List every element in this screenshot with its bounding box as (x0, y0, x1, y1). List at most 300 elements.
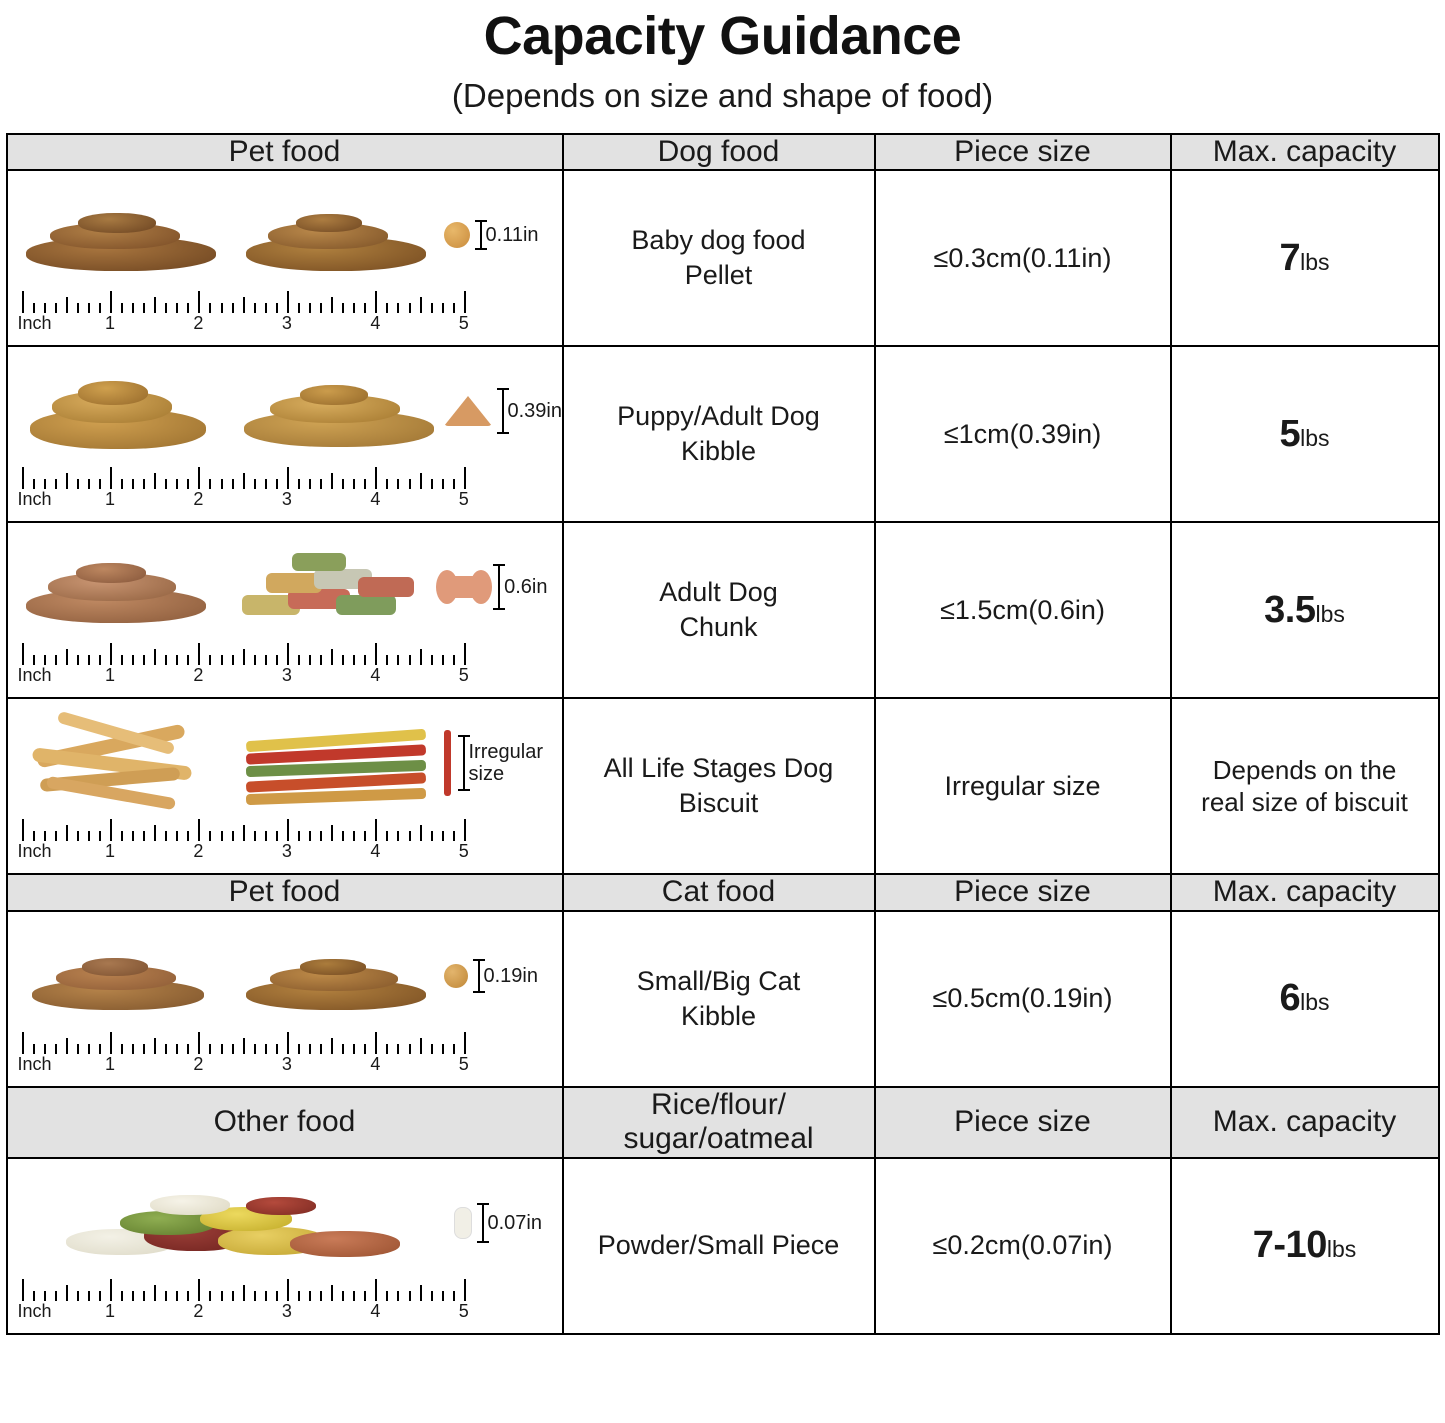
ruler-tick (44, 1291, 46, 1301)
ruler-tick (375, 1032, 377, 1054)
ruler-mark-label: 2 (193, 1053, 204, 1074)
capacity-cell (1171, 1158, 1439, 1334)
ruler-mark-label: 1 (104, 1300, 115, 1321)
ruler-tick (342, 303, 344, 313)
ruler-tick (265, 1291, 267, 1301)
ruler-tick (88, 1291, 90, 1301)
ruler-tick (209, 479, 211, 489)
ruler-mark-label: 2 (193, 1300, 204, 1321)
ruler-tick (198, 1032, 200, 1054)
ruler-tick (265, 479, 267, 489)
table-row (7, 1158, 1439, 1334)
ruler-tick (409, 831, 411, 841)
ruler-tick (309, 1291, 311, 1301)
capacity-cell (1171, 911, 1439, 1087)
capacity-number: 5 (1279, 412, 1301, 455)
ruler-tick (375, 291, 377, 313)
ruler-tick (409, 479, 411, 489)
ruler-tick (165, 831, 167, 841)
ruler-tick (386, 1291, 388, 1301)
header-rice-flour-line2: sugar/oatmeal (623, 1122, 814, 1156)
measure-label-line1: Irregular (468, 741, 543, 764)
stick-treat-icon (444, 730, 451, 796)
page-title: Capacity Guidance (483, 6, 962, 66)
ruler-tick (397, 831, 399, 841)
ruler-tick (33, 303, 35, 313)
ruler-tick (420, 825, 422, 841)
ruler-tick (464, 643, 466, 665)
ruler-tick (221, 831, 223, 841)
ruler-mark-label: 4 (370, 841, 381, 862)
ruler-tick (55, 1291, 57, 1301)
ruler-mark-label: 2 (193, 841, 204, 862)
ruler-tick (143, 831, 145, 841)
capacity-number: 6 (1279, 977, 1301, 1020)
ruler-tick (287, 1279, 289, 1301)
measure-label: 0.11in (485, 224, 539, 247)
ruler-tick (154, 1285, 156, 1301)
ruler-tick (298, 831, 300, 841)
ruler-tick (453, 655, 455, 665)
ruler-tick (254, 303, 256, 313)
ruler-tick (55, 831, 57, 841)
table-header-dog (7, 134, 1439, 171)
measure-callout (482, 1203, 543, 1243)
header-piece-size: Piece size (875, 134, 1171, 171)
measure-label-line2: size (468, 763, 505, 786)
header-other-food: Other food (7, 1087, 563, 1158)
food-name-cell (563, 1158, 875, 1334)
ruler-tick (132, 479, 134, 489)
header-dog-food: Dog food (563, 134, 875, 171)
ruler-unit-label: Inch (17, 841, 52, 862)
food-name-cell (563, 911, 875, 1087)
ruler-tick (198, 467, 200, 489)
food-name-line1: Baby dog food (631, 225, 806, 256)
ruler-tick (420, 473, 422, 489)
ruler-tick (320, 479, 322, 489)
ruler-tick (55, 655, 57, 665)
ruler-tick (143, 303, 145, 313)
ruler-tick (386, 303, 388, 313)
food-pile-image (240, 713, 438, 813)
ruler-tick (110, 819, 112, 841)
ruler-tick (353, 303, 355, 313)
ruler-mark-label: 5 (458, 665, 469, 686)
measure-label: 0.19in (483, 964, 538, 987)
ruler-tick (22, 643, 24, 665)
ruler-tick (22, 467, 24, 489)
ruler-tick (165, 1291, 167, 1301)
ruler-tick (420, 1038, 422, 1054)
ruler-tick (342, 831, 344, 841)
ruler-mark-label: 1 (104, 841, 115, 862)
capacity-unit: lbs (1326, 1236, 1357, 1263)
ruler-tick (442, 831, 444, 841)
ruler-mark-label: 4 (370, 489, 381, 510)
ruler-mark-label: 2 (193, 665, 204, 686)
ruler-tick (276, 1291, 278, 1301)
ruler-tick (265, 303, 267, 313)
ruler-tick (66, 825, 68, 841)
ruler-tick (243, 1285, 245, 1301)
ruler-tick (353, 655, 355, 665)
measure-label: 0.39in (507, 400, 562, 423)
table-header-cat (7, 874, 1439, 911)
ruler-tick (66, 1285, 68, 1301)
ruler-tick (386, 1044, 388, 1054)
ruler (18, 1028, 488, 1080)
ruler-tick (420, 649, 422, 665)
food-pile-image (16, 361, 228, 461)
food-name-cell (563, 170, 875, 346)
ruler-tick (110, 467, 112, 489)
ruler-tick (99, 303, 101, 313)
single-piece-image (444, 185, 548, 285)
ruler-tick (254, 655, 256, 665)
single-piece-image (444, 713, 548, 813)
ruler-mark-label: 1 (104, 1053, 115, 1074)
ruler-tick (397, 303, 399, 313)
ruler-tick (99, 1291, 101, 1301)
ruler-tick (243, 649, 245, 665)
ruler-tick (221, 1044, 223, 1054)
piece-size-cell: ≤1cm(0.39in) (875, 346, 1171, 522)
ruler-tick (331, 473, 333, 489)
ruler-tick (409, 303, 411, 313)
food-name-line2: Pellet (684, 260, 753, 291)
header-pet-food: Pet food (7, 134, 563, 171)
piece-size-cell: ≤0.3cm(0.11in) (875, 170, 1171, 346)
pellet-icon (444, 222, 470, 248)
ruler-mark-label: 3 (281, 489, 292, 510)
ruler-tick (176, 1291, 178, 1301)
ruler-tick (132, 1291, 134, 1301)
ruler-tick (44, 303, 46, 313)
measure-label: 0.6in (504, 576, 548, 599)
ruler-tick (420, 1285, 422, 1301)
sample-cell (7, 346, 563, 522)
ruler-tick (110, 291, 112, 313)
ruler-tick (254, 479, 256, 489)
ruler-tick (431, 303, 433, 313)
ruler (18, 287, 488, 339)
ruler-tick (254, 1044, 256, 1054)
ruler-tick (342, 655, 344, 665)
ruler-mark-label: 4 (370, 665, 381, 686)
ruler-tick (397, 1044, 399, 1054)
ruler-tick (55, 479, 57, 489)
ruler-tick (132, 1044, 134, 1054)
ruler-tick (154, 1038, 156, 1054)
ruler-tick (243, 1038, 245, 1054)
capacity-cell (1171, 698, 1439, 874)
ruler-tick (44, 479, 46, 489)
capacity-unit: lbs (1315, 600, 1345, 627)
ruler-tick (154, 297, 156, 313)
capacity-cell (1171, 170, 1439, 346)
ruler-tick (33, 831, 35, 841)
food-name-line1: Adult Dog (659, 577, 778, 608)
ruler-tick (88, 831, 90, 841)
ruler-tick (431, 831, 433, 841)
measure-callout (463, 735, 543, 791)
ruler-tick (442, 655, 444, 665)
ruler-tick (320, 303, 322, 313)
ruler-tick (66, 649, 68, 665)
capacity-cell (1171, 346, 1439, 522)
food-pile-image (16, 713, 228, 813)
ruler-mark-label: 5 (458, 313, 469, 334)
ruler-tick (309, 1044, 311, 1054)
ruler-tick (342, 1044, 344, 1054)
ruler-tick (353, 831, 355, 841)
food-pile-image (240, 361, 438, 461)
ruler-tick (77, 831, 79, 841)
capacity-table (6, 133, 1440, 1335)
ruler-tick (298, 655, 300, 665)
measure-callout (478, 959, 539, 993)
header-max-capacity: Max. capacity (1171, 1087, 1439, 1158)
ruler-tick (154, 473, 156, 489)
ruler-tick (88, 303, 90, 313)
ruler-tick (364, 479, 366, 489)
ruler-tick (453, 1044, 455, 1054)
ruler-tick (320, 1044, 322, 1054)
ruler-mark-label: 4 (370, 1300, 381, 1321)
single-piece-image (444, 926, 548, 1026)
ruler-tick (453, 479, 455, 489)
ruler-tick (320, 1291, 322, 1301)
ruler-tick (232, 303, 234, 313)
ruler-tick (287, 291, 289, 313)
ruler-unit-label: Inch (17, 489, 52, 510)
grain-icon (454, 1207, 472, 1239)
ruler-mark-label: 1 (104, 489, 115, 510)
bone-biscuit-icon (444, 576, 485, 598)
ruler-tick (165, 1044, 167, 1054)
ruler-tick (298, 479, 300, 489)
food-name-line2: Biscuit (678, 788, 759, 819)
measure-callout (480, 220, 539, 250)
ruler-tick (55, 303, 57, 313)
ruler-tick (88, 655, 90, 665)
ruler-tick (209, 1044, 211, 1054)
ruler-tick (22, 1032, 24, 1054)
ruler-tick (265, 655, 267, 665)
ruler-mark-label: 1 (104, 665, 115, 686)
food-name-line1: Puppy/Adult Dog (617, 401, 820, 432)
ruler-tick (464, 819, 466, 841)
ruler-tick (33, 479, 35, 489)
ruler-tick (353, 1291, 355, 1301)
ruler-tick (121, 303, 123, 313)
ruler-tick (331, 297, 333, 313)
ruler-tick (453, 1291, 455, 1301)
ruler-tick (397, 655, 399, 665)
ruler-tick (154, 649, 156, 665)
sample-cell (7, 911, 563, 1087)
single-piece-image (444, 537, 548, 637)
table-row (7, 698, 1439, 874)
ruler-tick (165, 479, 167, 489)
ruler-tick (442, 1291, 444, 1301)
table-row (7, 170, 1439, 346)
food-name-cell (563, 698, 875, 874)
ruler-tick (44, 655, 46, 665)
food-pile-image (240, 537, 438, 637)
ruler-tick (254, 831, 256, 841)
capacity-number: 7-10 (1252, 1224, 1327, 1267)
ruler-tick (221, 303, 223, 313)
single-piece-image (454, 1173, 558, 1273)
ruler-tick (143, 1291, 145, 1301)
ruler-tick (132, 831, 134, 841)
ruler-tick (276, 303, 278, 313)
ruler-tick (88, 1044, 90, 1054)
ruler-tick (375, 1279, 377, 1301)
ruler-tick (132, 655, 134, 665)
ruler (18, 815, 488, 867)
ruler-mark-label: 5 (458, 841, 469, 862)
ruler-mark-label: 4 (370, 313, 381, 334)
capacity-text-line1: Depends on the (1212, 754, 1397, 785)
ruler-tick (243, 473, 245, 489)
ruler-tick (431, 1291, 433, 1301)
ruler-tick (187, 831, 189, 841)
ruler-tick (420, 297, 422, 313)
single-piece-image (444, 361, 562, 461)
ruler-tick (364, 831, 366, 841)
ruler-tick (431, 479, 433, 489)
ruler-tick (121, 1291, 123, 1301)
food-pile-image (240, 926, 438, 1026)
ruler-tick (221, 479, 223, 489)
page-subtitle: (Depends on size and shape of food) (451, 76, 994, 114)
ruler-tick (66, 473, 68, 489)
ruler-tick (187, 1291, 189, 1301)
ruler (18, 1275, 488, 1327)
ruler-tick (209, 1291, 211, 1301)
ruler-tick (99, 479, 101, 489)
piece-size-cell: ≤0.2cm(0.07in) (875, 1158, 1171, 1334)
ruler-tick (287, 819, 289, 841)
ruler-mark-label: 4 (370, 1053, 381, 1074)
measure-callout (502, 388, 563, 434)
ruler-tick (88, 479, 90, 489)
ruler-tick (364, 303, 366, 313)
ruler-tick (176, 303, 178, 313)
ruler-tick (121, 831, 123, 841)
ruler-tick (77, 655, 79, 665)
ruler-tick (442, 479, 444, 489)
ruler-tick (198, 291, 200, 313)
ruler-tick (22, 291, 24, 313)
capacity-guidance-page (0, 4, 1445, 1423)
ruler-mark-label: 3 (281, 665, 292, 686)
ruler-tick (187, 1044, 189, 1054)
ruler-tick (243, 825, 245, 841)
ruler-tick (409, 1044, 411, 1054)
capacity-cell (1171, 522, 1439, 698)
ruler-tick (165, 655, 167, 665)
ruler-tick (121, 655, 123, 665)
ruler-mark-label: 3 (281, 313, 292, 334)
ruler-tick (198, 643, 200, 665)
ruler-tick (209, 831, 211, 841)
ruler-tick (110, 1279, 112, 1301)
header-pet-food: Pet food (7, 874, 563, 911)
table-row (7, 911, 1439, 1087)
ruler-tick (22, 1279, 24, 1301)
ruler-mark-label: 3 (281, 1053, 292, 1074)
ruler-tick (353, 1044, 355, 1054)
measure-label (469, 741, 543, 785)
ruler-tick (309, 831, 311, 841)
ruler-tick (386, 479, 388, 489)
ruler-mark-label: 5 (458, 489, 469, 510)
food-pile-image (16, 926, 228, 1026)
ruler-tick (99, 655, 101, 665)
ruler-tick (265, 831, 267, 841)
ruler-tick (331, 825, 333, 841)
ruler-tick (176, 1044, 178, 1054)
ruler-tick (397, 479, 399, 489)
ruler-tick (364, 1044, 366, 1054)
ruler-tick (176, 479, 178, 489)
ruler-unit-label: Inch (17, 665, 52, 686)
ruler-tick (265, 1044, 267, 1054)
ruler-tick (298, 1044, 300, 1054)
ruler-tick (331, 649, 333, 665)
ruler-tick (375, 643, 377, 665)
food-pile-image (240, 185, 438, 285)
table-row (7, 522, 1439, 698)
ruler-tick (232, 1044, 234, 1054)
ruler-tick (375, 467, 377, 489)
food-pile-image (16, 537, 228, 637)
ruler-tick (309, 303, 311, 313)
ruler-tick (298, 303, 300, 313)
ruler-tick (409, 1291, 411, 1301)
capacity-unit: lbs (1300, 424, 1330, 451)
ruler-tick (176, 831, 178, 841)
ruler-tick (143, 479, 145, 489)
ruler-mark-label: 5 (458, 1053, 469, 1074)
ruler-tick (309, 655, 311, 665)
ruler (18, 463, 488, 515)
ruler-tick (453, 303, 455, 313)
piece-size-cell: Irregular size (875, 698, 1171, 874)
ruler-tick (55, 1044, 57, 1054)
kibble-icon (444, 396, 492, 426)
ruler-unit-label: Inch (17, 1053, 52, 1074)
ruler (18, 639, 488, 691)
measure-label: 0.07in (487, 1211, 542, 1234)
capacity-unit: lbs (1300, 989, 1330, 1016)
sample-cell (7, 170, 563, 346)
ruler-tick (110, 1032, 112, 1054)
ruler-tick (209, 655, 211, 665)
ruler-tick (121, 1044, 123, 1054)
piece-size-cell: ≤1.5cm(0.6in) (875, 522, 1171, 698)
ruler-tick (243, 297, 245, 313)
ruler-tick (276, 1044, 278, 1054)
ruler-tick (453, 831, 455, 841)
ruler-tick (464, 467, 466, 489)
ruler-tick (375, 819, 377, 841)
ruler-tick (309, 479, 311, 489)
